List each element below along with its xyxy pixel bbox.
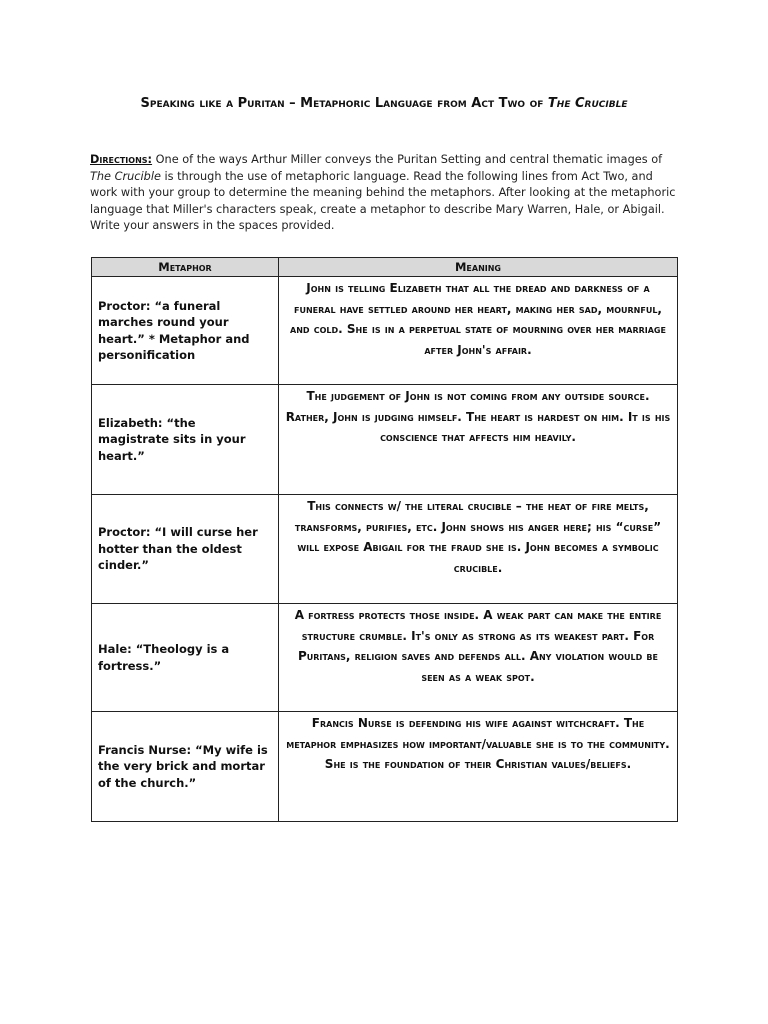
- metaphor-cell: Hale: “Theology is a fortress.”: [92, 604, 279, 712]
- header-meaning: Meaning: [279, 258, 678, 277]
- meaning-text: Francis Nurse is defending his wife against witchcraft. The metaphor emphasizes how important/valuable she is to the community. She is the foundation of their Christian values/beliefs.: [286, 716, 670, 772]
- metaphor-cell: Proctor: “a funeral marches round your heart.” * Metaphor and personification: [92, 277, 279, 385]
- title-text: Speaking like a Puritan – Metaphoric Language from Act Two of: [140, 96, 548, 111]
- meaning-text: John is telling Elizabeth that all the dread and darkness of a funeral have settled around her heart, making her sad, mournful, and cold. She is in a perpetual state of mourning over her marriage after John's affair.: [290, 281, 666, 358]
- meaning-cell[interactable]: [279, 712, 678, 822]
- table-row: [92, 495, 678, 604]
- meaning-cell[interactable]: [279, 604, 678, 712]
- meaning-cell[interactable]: [279, 385, 678, 495]
- meaning-cell[interactable]: [279, 277, 678, 385]
- metaphor-cell: Francis Nurse: “My wife is the very brick and mortar of the church.”: [92, 712, 279, 822]
- meaning-text: A fortress protects those inside. A weak part can make the entire structure crumble. It's only as strong as its weakest part. For Puritans, religion saves and defends all. Any violation would be seen as a weak spot.: [294, 608, 662, 685]
- table-row: [92, 385, 678, 495]
- table-header-row: [92, 258, 678, 277]
- directions-text-before: One of the ways Arthur Miller conveys the Puritan Setting and central thematic images of: [152, 153, 663, 166]
- worksheet-title: [90, 94, 678, 114]
- directions-label: Directions:: [90, 153, 153, 166]
- table-row: [92, 604, 678, 712]
- metaphor-cell: Proctor: “I will curse her hotter than the oldest cinder.”: [92, 495, 279, 604]
- metaphor-table: [91, 257, 678, 822]
- title-italic-text: The Crucible: [547, 96, 628, 111]
- meaning-text: The judgement of John is not coming from any outside source. Rather, John is judging himself. The heart is hardest on him. It is his conscience that affects him heavily.: [285, 389, 671, 445]
- directions-text-after: is through the use of metaphoric language. Read the following lines from Act Two, and work with your group to determine the meaning behind the metaphors. After looking at the metaphoric language that Miller's characters speak, create a metaphor to describe Mary Warren, Hale, or Abigail. Write your answers in the spaces provided.: [90, 169, 676, 233]
- header-metaphor: Metaphor: [92, 258, 279, 277]
- directions-italic-title: The Crucible: [90, 169, 161, 183]
- meaning-text: This connects w/ the literal crucible – the heat of fire melts, transforms, purifies, etc. John shows his anger here; his “curse” will expose Abigail for the fraud she is. John becomes a symbolic crucible.: [294, 499, 662, 576]
- table-row: [92, 712, 678, 822]
- directions-paragraph: [90, 152, 680, 235]
- meaning-cell[interactable]: [279, 495, 678, 604]
- table-row: [92, 277, 678, 385]
- metaphor-cell: Elizabeth: “the magistrate sits in your heart.”: [92, 385, 279, 495]
